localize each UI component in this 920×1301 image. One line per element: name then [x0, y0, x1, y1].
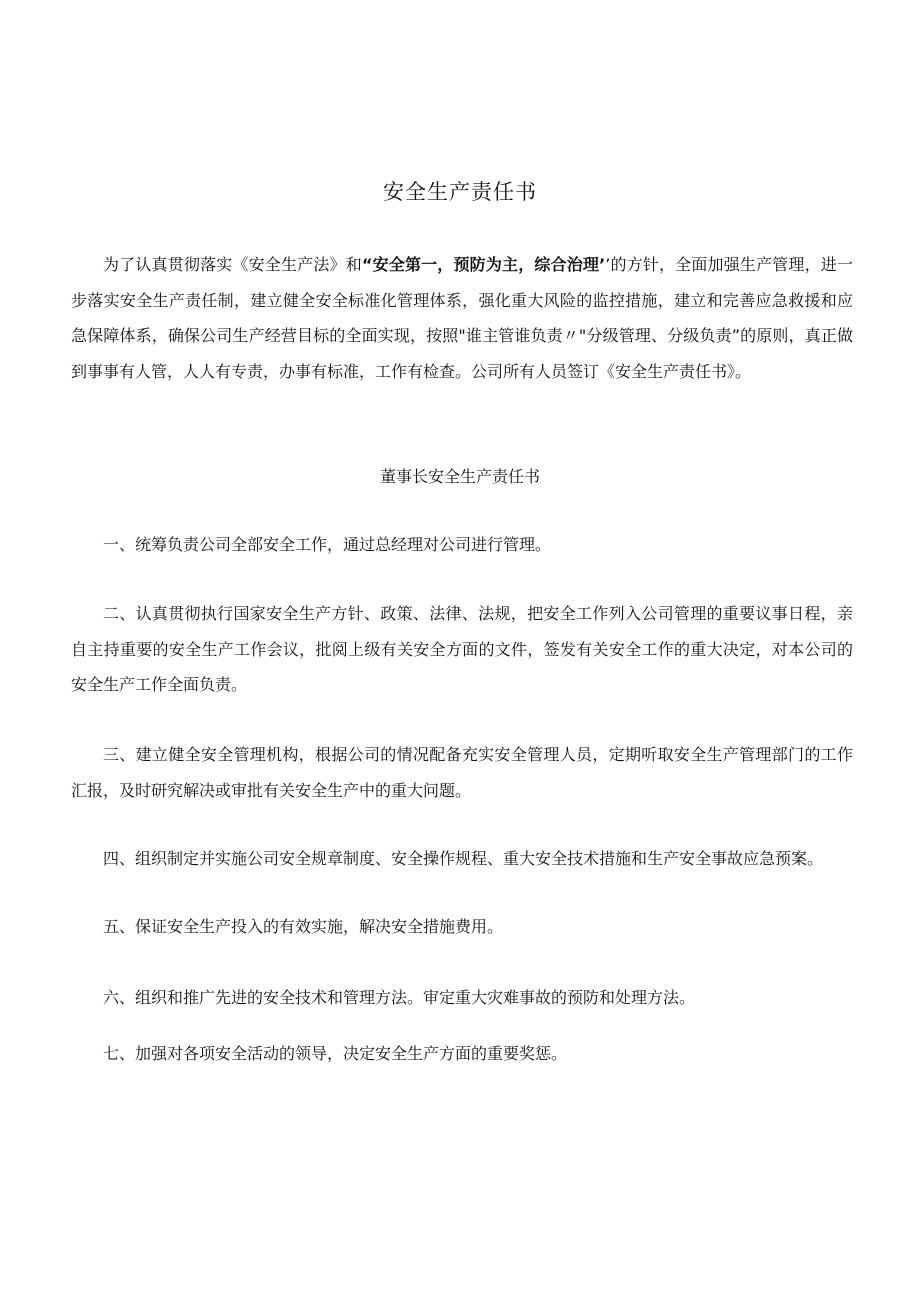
responsibility-item-5: 五、保证安全生产投入的有效实施，解决安全措施费用。	[103, 917, 504, 936]
intro-text-part2: ’的方针，全面加强生产管理，进一步落实安全生产责任制，建立健全安全标准化管理体系，强化重大风险的监控措施，建立和完善应急救援和应急保障体系，确保公司生产经营目标的全面实现，按照"谁主管谁负责〃"分级管理、分级负责”的原则，真正做到事事有人管，人人有专责，办事有标准，工作有检查。公司所有人员签订《安全生产责任书》。	[71, 255, 853, 381]
intro-slogan: “安全第一，预防为主，综合治理’	[361, 255, 606, 274]
responsibility-item-1: 一、统筹负责公司全部安全工作，通过总经理对公司进行管理。	[103, 535, 552, 554]
document-title: 安全生产责任书	[383, 180, 537, 204]
responsibility-item-3: 三、建立健全安全管理机构，根据公司的情况配备充实安全管理人员，定期听取安全生产管理部门的工作汇报，及时研究解决或审批有关安全生产中的重大问题。	[71, 745, 853, 800]
responsibility-item-4: 四、组织制定并实施公司安全规章制度、安全操作规程、重大安全技术措施和生产安全事故应急预案。	[103, 849, 824, 868]
intro-text-part1: 为了认真贯彻落实《安全生产法》和	[103, 255, 362, 274]
responsibility-item-2: 二、认真贯彻执行国家安全生产方针、政策、法律、法规，把安全工作列入公司管理的重要议事日程，亲自主持重要的安全生产工作会议，批阅上级有关安全方面的文件，签发有关安全工作的重大决定，对本公司的安全生产工作全面负责。	[71, 604, 853, 694]
intro-paragraph	[71, 247, 853, 389]
section-title: 董事长安全生产责任书	[379, 467, 540, 486]
responsibility-item-6: 六、组织和推广先进的安全技术和管理方法。审定重大灾难事故的预防和处理方法。	[103, 988, 696, 1007]
responsibility-item-7: 七、加强对各项安全活动的领导，决定安全生产方面的重要奖惩。	[103, 1044, 568, 1063]
